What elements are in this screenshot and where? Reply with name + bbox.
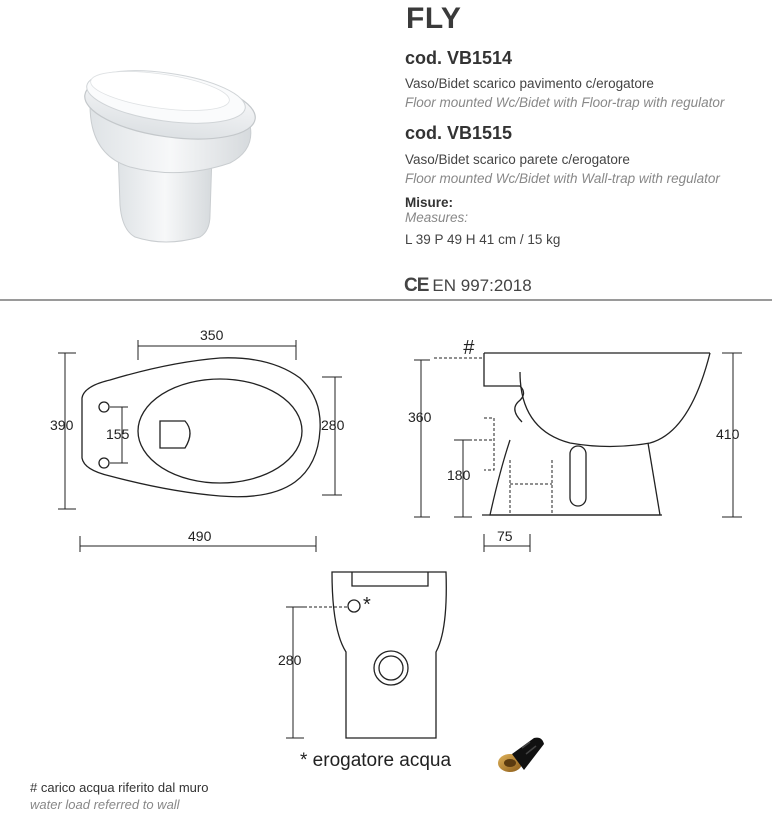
product-photo	[60, 55, 270, 255]
note-it: # carico acqua riferito dal muro	[30, 780, 209, 795]
product-title: FLY	[406, 2, 462, 35]
dim-410: 410	[716, 426, 740, 442]
water-regulator-icon	[492, 730, 548, 780]
dim-155: 155	[106, 426, 130, 442]
measures-value: L 39 P 49 H 41 cm / 15 kg	[405, 232, 561, 247]
dim-180: 180	[447, 467, 471, 483]
dim-star: *	[363, 594, 371, 616]
variant-code-1: cod. VB1514	[405, 48, 513, 68]
back-view-drawing	[332, 572, 446, 738]
variant-desc-en-1: Floor mounted Wc/Bidet with Floor-trap with regulator	[405, 95, 725, 110]
dim-hash: #	[463, 337, 475, 359]
dim-280-top: 280	[321, 417, 345, 433]
measures-label: Misure:	[405, 195, 454, 210]
variant-desc-en-2: Floor mounted Wc/Bidet with Wall-trap with regulator	[405, 171, 720, 186]
erogatore-label: * erogatore acqua	[300, 750, 452, 771]
variant-code-2: cod. VB1515	[405, 123, 513, 143]
side-view-drawing	[482, 353, 710, 515]
measures-label-en: Measures:	[405, 210, 469, 225]
technical-drawing	[0, 300, 772, 824]
dim-390: 390	[50, 417, 74, 433]
certification	[404, 275, 532, 297]
dim-75: 75	[497, 528, 513, 544]
variant-desc-it-2: Vaso/Bidet scarico parete c/erogatore	[405, 152, 630, 167]
dim-360: 360	[408, 409, 432, 425]
dim-490: 490	[188, 528, 212, 544]
ce-mark: CE	[404, 275, 429, 296]
variant-desc-it-1: Vaso/Bidet scarico pavimento c/erogatore	[405, 76, 654, 91]
dim-280-back: 280	[278, 652, 302, 668]
note-en: water load referred to wall	[30, 797, 180, 812]
certification-standard: EN 997:2018	[432, 276, 532, 295]
dim-350: 350	[200, 327, 224, 343]
